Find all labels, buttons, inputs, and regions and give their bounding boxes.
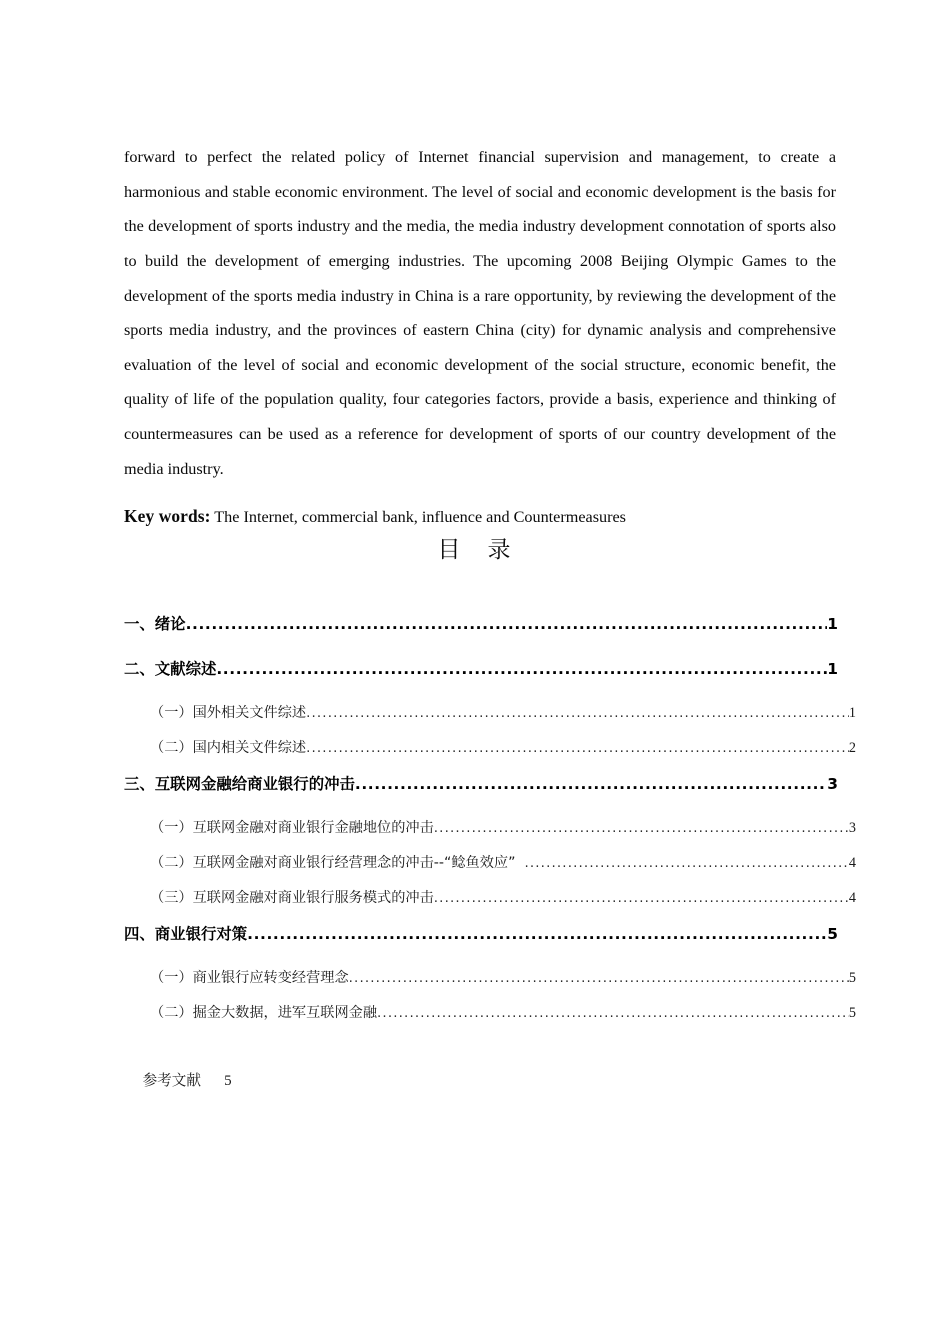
- toc-entry[interactable]: [124, 1002, 856, 1037]
- table-of-contents-title: 目 录: [437, 537, 513, 563]
- toc-entry-label: （一）商业银行应转变经营理念: [150, 970, 349, 986]
- toc-entry[interactable]: [124, 817, 856, 852]
- toc-entry-label: （一）国外相关文件综述: [150, 705, 307, 721]
- keywords-value: The Internet, commercial bank, influence and Countermeasures: [210, 508, 626, 526]
- toc-entry-label: 三、互联网金融给商业银行的冲击: [124, 775, 355, 793]
- toc-dot-leader: [186, 615, 828, 633]
- keywords-line: [124, 503, 836, 530]
- toc-reference-page-number: 5: [224, 1073, 232, 1089]
- toc-dot-leader: [377, 1005, 849, 1021]
- toc-entry-reference: [124, 1052, 232, 1107]
- toc-dot-leader: [216, 660, 827, 678]
- toc-entry-page-number: 1: [827, 615, 838, 633]
- toc-entry-label: （二）国内相关文件综述: [150, 740, 307, 756]
- toc-entry-page-number: 3: [848, 820, 856, 836]
- toc-dot-leader: [524, 855, 848, 871]
- keywords-label: Key words:: [124, 506, 211, 526]
- toc-entry-page-number: 4: [848, 855, 856, 871]
- toc-entry[interactable]: [124, 852, 856, 887]
- table-of-contents: [124, 612, 856, 1037]
- toc-dot-leader: [247, 925, 827, 943]
- abstract-paragraph: forward to perfect the related policy of Internet financial supervision and management, to create a harmonious and stable economic environment. The level of social and economic development is the basis for the development of sports industry and the media, the media industry development connotation of sports also to build the development of emerging industries. The upcoming 2008 Beijing Olympic Games to the development of the sports media industry in China is a rare opportunity, by reviewing the development of the sports media industry, and the provinces of eastern China (city) for dynamic analysis and comprehensive evaluation of the level of social and economic development of the social structure, economic benefit, the quality of life of the population quality, four categories factors, provide a basis, experience and thinking of countermeasures can be used as a reference for development of sports of our country development of the media industry.: [124, 148, 836, 478]
- toc-entry-label: （二）互联网金融对商业银行经营理念的冲击--“鲶鱼效应”: [150, 855, 516, 871]
- toc-entry-label: 二、文献综述: [124, 660, 217, 678]
- toc-entry[interactable]: [124, 967, 856, 1002]
- toc-entry[interactable]: [124, 657, 838, 702]
- toc-entry[interactable]: [124, 772, 838, 817]
- toc-entry-label: 一、绪论: [124, 615, 186, 633]
- toc-entry-page-number: 1: [848, 705, 856, 721]
- toc-dot-leader: [349, 970, 849, 986]
- toc-dot-leader: [355, 775, 827, 793]
- toc-entry-page-number: 2: [848, 740, 856, 756]
- toc-entry[interactable]: [124, 737, 856, 772]
- toc-entry[interactable]: [124, 612, 838, 657]
- toc-entry-page-number: 5: [848, 970, 856, 986]
- toc-dot-leader: [434, 820, 849, 836]
- toc-entry[interactable]: [124, 922, 838, 967]
- toc-entry-page-number: 1: [827, 660, 838, 678]
- toc-dot-leader: [434, 890, 849, 906]
- toc-entry-label: （二）掘金大数据，进军互联网金融: [150, 1005, 378, 1021]
- toc-entry-label: 四、商业银行对策: [124, 925, 248, 943]
- toc-entry[interactable]: [124, 702, 856, 737]
- toc-reference-label: 参考文献: [142, 1072, 201, 1089]
- toc-entry-page-number: 3: [827, 775, 838, 793]
- toc-entry-page-number: 5: [827, 925, 838, 943]
- toc-dot-leader: [306, 740, 849, 756]
- toc-entry-page-number: 4: [848, 890, 856, 906]
- toc-dot-leader: [306, 705, 849, 721]
- toc-entry[interactable]: [124, 887, 856, 922]
- toc-entry-label: （一）互联网金融对商业银行金融地位的冲击: [150, 820, 434, 836]
- toc-entry-label: （三）互联网金融对商业银行服务模式的冲击: [150, 890, 434, 906]
- toc-entry-page-number: 5: [848, 1005, 856, 1021]
